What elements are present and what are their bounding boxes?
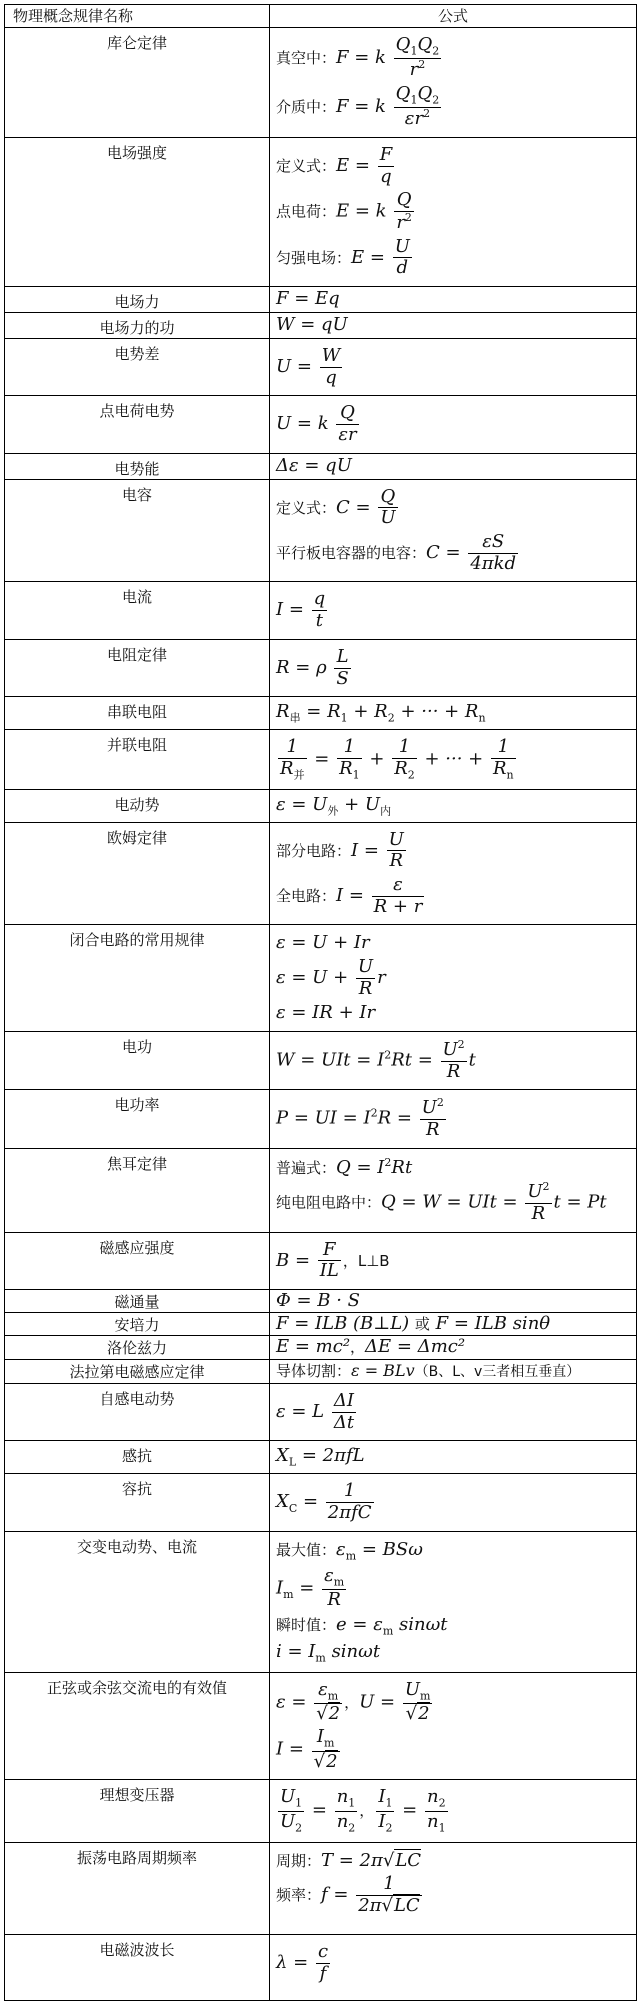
row-formula: Δε = qU [270, 453, 637, 479]
row-formula [270, 1360, 637, 1384]
formula-part: ΔE = Δmc² [365, 1336, 466, 1358]
row-name: 电场力 [5, 286, 270, 312]
formula-part: E = mc² [276, 1336, 351, 1358]
row-name: 电场强度 [5, 137, 270, 286]
formula-label: 周期： [276, 1851, 322, 1870]
row-formula: U = k $\frac{Q}{\varepsilon r}$ [270, 396, 637, 453]
row-formula: ε = $\frac{\varepsilon_m}{√2}$ ，U = $\frac{U_m}{√2}$ I = $\frac{I_m}{√2}$ [270, 1672, 637, 1780]
row-formula: λ = $\frac{c}{f}$ [270, 1934, 637, 2000]
table-row [5, 1672, 637, 1780]
row-formula: W = UIt = $I^2Rt$ = $\frac{U^2}{R}$ t [270, 1032, 637, 1090]
formula-note: ， [344, 1693, 360, 1711]
row-name: 交变电动势、电流 [5, 1532, 270, 1672]
table-row [5, 479, 637, 582]
table-row [5, 1532, 637, 1672]
row-name: 理想变压器 [5, 1780, 270, 1842]
row-formula: F = Eq [270, 286, 637, 312]
table-row [5, 1232, 637, 1289]
formula-label: 定义式： [276, 498, 337, 517]
row-name: 磁通量 [5, 1290, 270, 1313]
row-formula: $X_L = 2\pi fL$ [270, 1441, 637, 1474]
formula-part: F = ILB (B⊥L) [276, 1313, 410, 1335]
table-row [5, 1336, 637, 1360]
formula-note: ，L⊥B [342, 1251, 390, 1270]
table-row [5, 396, 637, 453]
row-formula: P = UI = $I^2R$ = $\frac{U^2}{R}$ [270, 1090, 637, 1148]
formula-part: ε = BLv [351, 1361, 415, 1381]
formula-label: 普遍式： [276, 1158, 337, 1177]
row-name: 电势差 [5, 338, 270, 395]
row-name: 电容 [5, 479, 270, 582]
row-name: 闭合电路的常用规律 [5, 925, 270, 1032]
table-row [5, 1780, 637, 1842]
row-formula: $\frac{U_1}{U_2}$ = $\frac{n_1}{n_2}$ ， $\frac{I_1}{I_2}$ = $\frac{n_2}{n_1}$ [270, 1780, 637, 1842]
table-row [5, 1842, 637, 1934]
table-row [5, 639, 637, 696]
table-row [5, 338, 637, 395]
row-name: 振荡电路周期频率 [5, 1842, 270, 1934]
row-formula: U = $\frac{W}{q}$ [270, 338, 637, 395]
formula-note: 或 [414, 1315, 430, 1334]
header-formula: 公式 [270, 5, 637, 28]
table-row [5, 1384, 637, 1441]
table-row [5, 1032, 637, 1090]
row-name: 并联电阻 [5, 730, 270, 790]
table-row [5, 697, 637, 730]
row-formula [270, 1313, 637, 1336]
row-name: 电阻定律 [5, 639, 270, 696]
row-formula: Φ = B · S [270, 1290, 637, 1313]
row-name: 自感电动势 [5, 1384, 270, 1441]
row-name: 电功率 [5, 1090, 270, 1148]
formula-label: 瞬时值： [276, 1615, 337, 1634]
row-formula: 定义式：E = $\frac{F}{q}$ 点电荷：E = k $\frac{Q}{r^2}$ 匀强电场：E = $\frac{U}{d}$ [270, 137, 637, 286]
table-row [5, 1934, 637, 2000]
formula-note: ， [359, 1802, 375, 1821]
formula-label: 导体切割： [276, 1362, 352, 1381]
row-formula: 周期：T = 2π√LC 频率：f = $\frac{1}{2\pi√LC}$ [270, 1842, 637, 1934]
row-name: 库仑定律 [5, 28, 270, 138]
formula-label: 真空中： [276, 48, 337, 67]
formula-label: 平行板电容器的电容： [276, 544, 427, 563]
row-name: 磁感应强度 [5, 1232, 270, 1289]
row-name: 串联电阻 [5, 697, 270, 730]
table-row [5, 582, 637, 639]
table-row [5, 453, 637, 479]
table-row [5, 1290, 637, 1313]
row-name: 容抗 [5, 1474, 270, 1532]
row-name: 焦耳定律 [5, 1148, 270, 1232]
table-row [5, 822, 637, 925]
table-row [5, 789, 637, 822]
table-row [5, 1090, 637, 1148]
table-row [5, 1441, 637, 1474]
formula-line: ε = IR + Ir [276, 1002, 376, 1024]
formula-label: 匀强电场： [276, 248, 352, 267]
row-name: 安培力 [5, 1313, 270, 1336]
row-name: 电动势 [5, 789, 270, 822]
table-row [5, 1360, 637, 1384]
row-name: 电场力的功 [5, 312, 270, 338]
table-row [5, 137, 637, 286]
table-header-row [5, 5, 637, 28]
formula-label: 部分电路： [276, 841, 352, 860]
table-row [5, 1148, 637, 1232]
row-name: 法拉第电磁感应定律 [5, 1360, 270, 1384]
table-row [5, 1313, 637, 1336]
row-name: 洛伦兹力 [5, 1336, 270, 1360]
formula-label: 点电荷： [276, 202, 337, 221]
table-row [5, 925, 637, 1032]
row-formula: $X_C$ = $\frac{1}{\text{2πfC}}$ [270, 1474, 637, 1532]
formula-label: 全电路： [276, 887, 337, 906]
row-formula: 定义式：C = $\frac{Q}{U}$ 平行板电容器的电容：C = $\frac{\varepsilon S}{\text{4πkd}}$ [270, 479, 637, 582]
row-formula: ε = U + Ir ε = U + $\frac{U}{R}$ r ε = IR + Ir [270, 925, 637, 1032]
row-formula: 最大值：$\varepsilon_m = BS\omega$ $I_m$ = $\frac{\varepsilon_m}{R}$ 瞬时值：$e = \varepsilon_m$ sinωt $i = I_m$ sinωt [270, 1532, 637, 1672]
row-formula: I = $\frac{q}{t}$ [270, 582, 637, 639]
formula-part: F = ILB sinθ [435, 1313, 551, 1335]
formula-note: （B、L、v三者相互垂直） [414, 1364, 581, 1381]
row-name: 电功 [5, 1032, 270, 1090]
row-name: 电磁波波长 [5, 1934, 270, 2000]
formula-note: ， [350, 1338, 366, 1357]
row-formula: B = $\frac{F}{IL}$ ，L⊥B [270, 1232, 637, 1289]
row-formula: R = ρ $\frac{L}{S}$ [270, 639, 637, 696]
row-formula [270, 1336, 637, 1360]
table-row [5, 28, 637, 138]
row-formula: $\frac{1}{R_并}$ = $\frac{1}{R_1}$ + $\frac{1}{R_2}$ + ··· + $\frac{1}{R_n}$ [270, 730, 637, 790]
header-name: 物理概念规律名称 [5, 5, 270, 28]
formula-label: 定义式： [276, 157, 337, 176]
table-row [5, 730, 637, 790]
row-formula: $R_串 = R_1 + R_2$ + ··· + $R_n$ [270, 697, 637, 730]
formula-line: ε = U + Ir [276, 932, 370, 954]
formula-table [4, 4, 637, 2001]
row-formula: 普遍式：$Q = I^2Rt$ 纯电阻电路中：Q = W = UIt = $\frac{U^2}{R}$ t = Pt [270, 1148, 637, 1232]
row-formula: W = qU [270, 312, 637, 338]
row-name: 电势能 [5, 453, 270, 479]
formula-label: 频率： [276, 1886, 322, 1905]
formula-label: 介质中： [276, 97, 337, 116]
row-name: 欧姆定律 [5, 822, 270, 925]
table-row [5, 312, 637, 338]
row-formula: $\varepsilon = U_外 + U_内$ [270, 789, 637, 822]
row-name: 感抗 [5, 1441, 270, 1474]
row-formula: 部分电路：I = $\frac{U}{R}$ 全电路：I = $\frac{\varepsilon}{R + r}$ [270, 822, 637, 925]
row-formula: ε = L $\frac{\Delta I}{\Delta t}$ [270, 1384, 637, 1441]
table-row [5, 1474, 637, 1532]
row-name: 点电荷电势 [5, 396, 270, 453]
row-formula: 真空中：F = k $\frac{Q_1Q_2}{r^2}$ 介质中：F = k $\frac{Q_1Q_2}{\varepsilon r^2}$ [270, 28, 637, 138]
table-row [5, 286, 637, 312]
row-name: 电流 [5, 582, 270, 639]
formula-label: 纯电阻电路中： [276, 1194, 382, 1213]
row-name: 正弦或余弦交流电的有效值 [5, 1672, 270, 1780]
formula-label: 最大值： [276, 1541, 337, 1560]
